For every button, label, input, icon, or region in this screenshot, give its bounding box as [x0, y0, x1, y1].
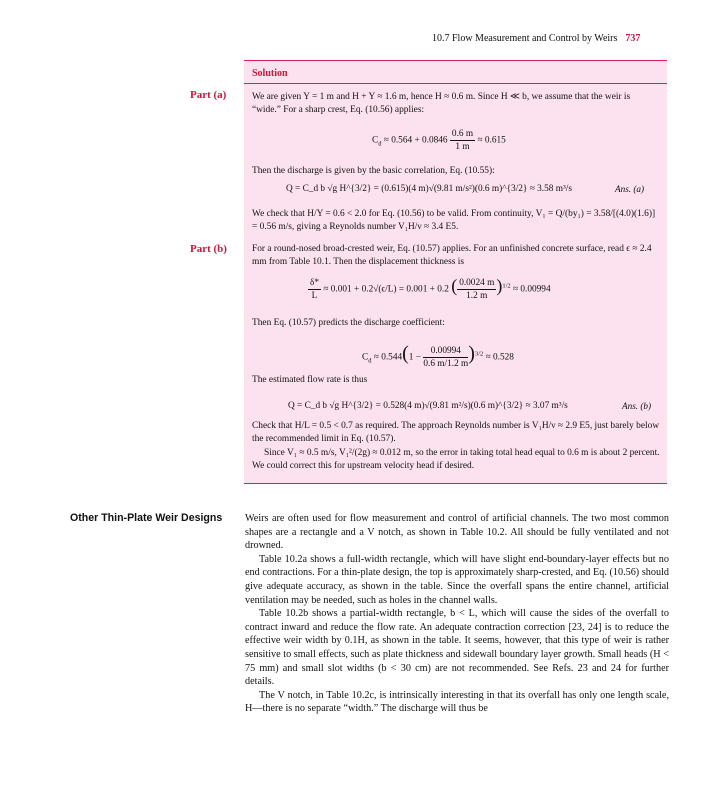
box-top-rule	[244, 60, 667, 61]
part-b-check: Check that H/L = 0.5 < 0.7 as required. The approach Reynolds number is V₁H/ν ≈ 2.9 E5, just barely below the recommended limit in Eq. (10.57).	[252, 421, 660, 444]
equation-discharge-a: Q = C_d b √g H^{3/2} = (0.615)(4 m)√(9.81 m/s²)(0.6 m)^{3/2} ≈ 3.58 m³/s	[286, 184, 572, 194]
part-a-check: We check that H/Y = 0.6 < 2.0 for Eq. (10.56) to be valid. From continuity, V₁ = Q/(by₁) = 3.58/[(4.0)(1.6)] = 0.56 m/s, giving a Reynolds number V₁H/ν ≈ 3.4 E5.	[252, 209, 656, 232]
body-paragraph-1: Weirs are often used for flow measurement and control of artificial channels. The two most common shapes are a rectangle and a V notch, as shown in Table 10.2. All should be fully ventilated and not drowned.	[245, 513, 669, 552]
part-b-then: Then Eq. (10.57) predicts the discharge coefficient:	[252, 318, 445, 328]
part-b-label: Part (b)	[190, 243, 227, 255]
part-b-velocity-head: Since V₁ ≈ 0.5 m/s, V₁²/(2g) ≈ 0.012 m, so the error in taking total head equal to 0.6 m is about 2 percent. We could correct this for upstream velocity head if desired.	[252, 448, 660, 471]
equation-displacement-thickness: $\frac{\delta*}{L}$ ≈ 0.001 + 0.2√(ϵ/L) = 0.001 + 0.2 ( $\frac{0.0024 m}{1.2 m}$ )$^{1/2}$ ≈ 0.00994	[310, 275, 551, 301]
part-a-intro: We are given Y = 1 m and H + Y ≈ 1.6 m, hence H ≈ 0.6 m. Since H ≪ b, we assume that the weir is “wide.” For a sharp crest, Eq. (10.56) applies:	[252, 92, 631, 115]
body-paragraph-4: The V notch, in Table 10.2c, is intrinsically interesting in that its overfall has only one length scale, H—there is no separate “width.” The discharge will thus be	[245, 689, 669, 715]
equation-discharge-b: Q = C_d b √g H^{3/2} = 0.528(4 m)√(9.81 m²/s)(0.6 m)^{3/2} ≈ 3.07 m³/s	[288, 401, 568, 411]
part-a-then: Then the discharge is given by the basic correlation, Eq. (10.55):	[252, 166, 495, 176]
title-rule	[244, 83, 667, 84]
part-b-intro: For a round-nosed broad-crested weir, Eq. (10.57) applies. For an unfinished concrete surface, read ϵ ≈ 2.4 mm from Table 10.1. Then the displacement thickness is	[252, 244, 652, 267]
body-paragraph-3: Table 10.2b shows a partial-width rectangle, b < L, which will cause the sides of the overfall to contract inward and reduce the flow rate. An adequate contraction correction [23, 24] is to reduce the effective weir width by 0.1H, as shown in the table. It seems, however, that this type of weir is rather sensitive to small effects, such as plate thickness and sidewall boundary layer growth. Small heads (H < 75 mm) and small slot widths (b < 30 cm) are not recommended. See Refs. 23 and 24 for further details.	[245, 608, 669, 688]
section-heading: Other Thin-Plate Weir Designs	[70, 512, 223, 524]
answer-a-label: Ans. (a)	[615, 184, 645, 194]
running-title: 10.7 Flow Measurement and Control by Weirs	[432, 33, 618, 44]
solution-title: Solution	[252, 68, 288, 79]
part-b-flow: The estimated flow rate is thus	[252, 375, 368, 385]
equation-cd-sharp: $C_d \approx 0.564 + 0.0846$ $\frac{0.6 m}{1 m}$ ≈ 0.615	[372, 129, 506, 152]
page-number: 737	[625, 33, 641, 44]
box-bottom-rule	[244, 483, 667, 484]
equation-cd-broad: $C_d \approx 0.544(1$ − $\frac{0.00994}{0.6 m/1.2 m}$ )$^{3/2}$ ≈ 0.528	[362, 342, 514, 369]
running-header	[432, 33, 640, 44]
solution-box	[244, 60, 667, 484]
answer-b-label: Ans. (b)	[622, 401, 652, 411]
part-a-label: Part (a)	[190, 89, 227, 101]
body-paragraph-2: Table 10.2a shows a full-width rectangle, which will have slight end-boundary-layer effects but no end contractions. For a thin-plate design, the top is approximately sharp-crested, and Eq. (10.56) should give adequate accuracy, as shown in the table. Since the overfall spans the entire channel, artificial ventilation may be needed, such as holes in the channel walls.	[245, 553, 669, 606]
section-body	[245, 512, 669, 716]
